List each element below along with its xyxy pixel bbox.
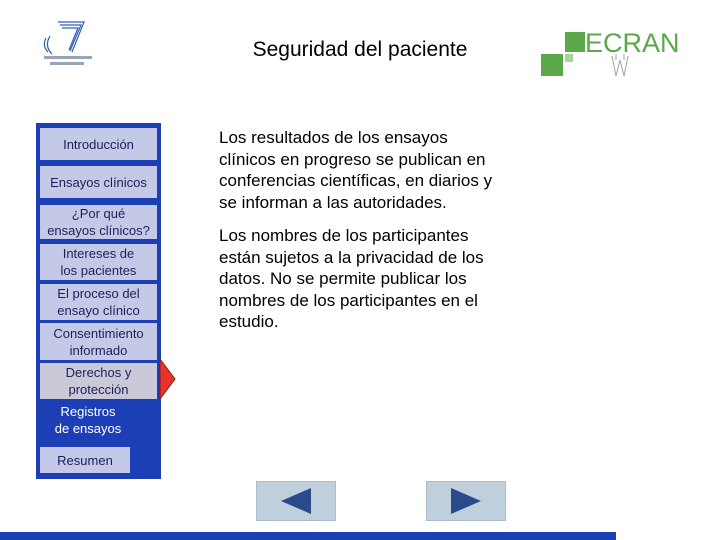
sidebar-item-label: Intereses de los pacientes: [60, 246, 137, 278]
sidebar-item-consentimiento[interactable]: [40, 323, 157, 360]
fp7-logo: [36, 18, 98, 70]
previous-button[interactable]: [256, 481, 336, 521]
sidebar-nav: [36, 123, 161, 479]
main-content: [219, 127, 509, 345]
active-section-arrow-icon: [159, 358, 177, 400]
triangle-left-icon: [279, 486, 313, 516]
content-paragraph: Los resultados de los ensayos clínicos en progreso se publican en conferencias científicas, en diarios y se informan a las autoridades.: [219, 128, 493, 212]
sidebar-item-por-que[interactable]: [40, 205, 157, 239]
sidebar-item-label: Introducción: [63, 136, 134, 152]
sidebar-item-label: El proceso del ensayo clínico: [57, 286, 140, 318]
ecran-logo-text: ECRAN: [585, 28, 680, 58]
footer-bar: [0, 532, 616, 540]
sidebar-item-label: Derechos y protección: [65, 365, 132, 397]
sidebar-item-ensayos-clinicos[interactable]: [40, 166, 157, 198]
sidebar-item-resumen[interactable]: [40, 447, 130, 473]
content-paragraph: Los nombres de los participantes están sujetos a la privacidad de los datos. No se permite publicar los nombres de los participantes en el estudio.: [219, 226, 484, 331]
sidebar-item-registros[interactable]: [40, 402, 136, 438]
next-button[interactable]: [426, 481, 506, 521]
page-title: Seguridad del paciente: [252, 38, 468, 61]
sidebar-item-intereses[interactable]: [40, 244, 157, 280]
sidebar-item-label: Consentimiento informado: [53, 325, 144, 358]
sidebar-item-label: Registros de ensayos: [54, 404, 122, 436]
triangle-right-icon: [449, 486, 483, 516]
sidebar-item-label: Resumen: [57, 452, 113, 468]
sidebar-item-proceso[interactable]: [40, 284, 157, 320]
sidebar-item-derechos[interactable]: [40, 363, 157, 399]
sidebar-item-label: ¿Por qué ensayos clínicos?: [47, 206, 150, 238]
sidebar-item-label: Ensayos clínicos: [50, 174, 147, 190]
sidebar-item-introduccion[interactable]: [40, 128, 157, 160]
